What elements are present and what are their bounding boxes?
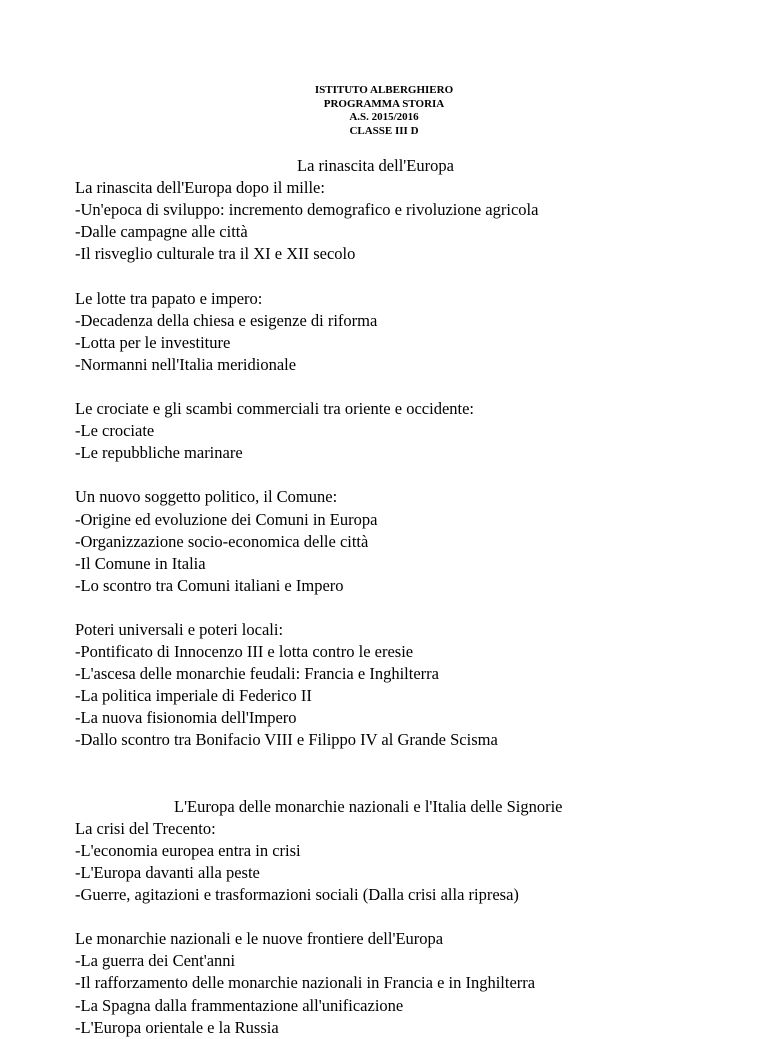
list-item: -La guerra dei Cent'anni: [75, 951, 236, 971]
section-title: La rinascita dell'Europa: [297, 156, 454, 175]
topic-block: [75, 177, 745, 265]
list-item: -L'Europa davanti alla peste: [75, 863, 260, 882]
topic-block: [75, 619, 745, 752]
topic-heading: La rinascita dell'Europa dopo il mille:: [75, 178, 325, 198]
list-item: -Le crociate: [75, 421, 155, 441]
section-title: L'Europa delle monarchie nazionali e l'Italia delle Signorie: [174, 796, 563, 816]
list-item: -Il rafforzamento delle monarchie nazionali in Francia e in Inghilterra: [75, 973, 536, 993]
topic-block: [75, 288, 745, 376]
list-item: -Il risveglio culturale tra il XI e XII secolo: [75, 244, 356, 264]
topic-heading: Le lotte tra papato e impero:: [75, 288, 263, 308]
header-line-class: CLASSE III D: [349, 124, 419, 137]
list-item: -Organizzazione socio-economica delle città: [75, 531, 369, 551]
header-line-school-year: A.S. 2015/2016: [349, 111, 419, 123]
list-item: -Lo scontro tra Comuni italiani e Impero: [75, 575, 344, 595]
list-item: -La nuova fisionomia dell'Impero: [75, 708, 297, 728]
list-item: -Origine ed evoluzione dei Comuni in Europa: [75, 509, 378, 529]
topic-heading: La crisi del Trecento:: [75, 818, 216, 838]
header-line-subject: PROGRAMMA STORIA: [323, 97, 445, 110]
list-item: -Pontificato di Innocenzo III e lotta contro le eresie: [75, 642, 414, 662]
list-item: -Guerre, agitazioni e trasformazioni sociali (Dalla crisi alla ripresa): [75, 885, 519, 905]
list-item: -La Spagna dalla frammentazione all'unificazione: [75, 995, 404, 1015]
topic-block: [75, 398, 745, 464]
list-item: -Decadenza della chiesa e esigenze di riforma: [75, 310, 378, 330]
list-item: -Lotta per le investiture: [75, 332, 231, 352]
header-line-school: ISTITUTO ALBERGHIERO: [314, 84, 454, 96]
topic-block: [75, 818, 745, 906]
list-item: -Il Comune in Italia: [75, 553, 206, 573]
list-item: -L'ascesa delle monarchie feudali: Francia e Inghilterra: [75, 664, 439, 684]
list-item: -Normanni nell'Italia meridionale: [75, 354, 297, 374]
list-item: -L'Europa orientale e la Russia: [75, 1017, 279, 1037]
topic-block: [75, 486, 745, 596]
list-item: -Dalle campagne alle città: [75, 222, 248, 242]
list-item: -Dallo scontro tra Bonifacio VIII e Filippo IV al Grande Scisma: [75, 730, 498, 750]
list-item: -Un'epoca di sviluppo: incremento demografico e rivoluzione agricola: [75, 200, 539, 220]
document-header: [0, 84, 768, 138]
list-item: -La politica imperiale di Federico II: [75, 686, 312, 706]
list-item: -L'economia europea entra in crisi: [75, 840, 301, 860]
program-content: [75, 155, 745, 1039]
topic-heading: Poteri universali e poteri locali:: [75, 619, 284, 639]
topic-heading: Le monarchie nazionali e le nuove frontiere dell'Europa: [75, 929, 444, 949]
topic-heading: Un nuovo soggetto politico, il Comune:: [75, 487, 338, 507]
list-item: -Le repubbliche marinare: [75, 443, 243, 463]
topic-block: [75, 928, 745, 1038]
topic-heading: Le crociate e gli scambi commerciali tra oriente e occidente:: [75, 399, 475, 419]
